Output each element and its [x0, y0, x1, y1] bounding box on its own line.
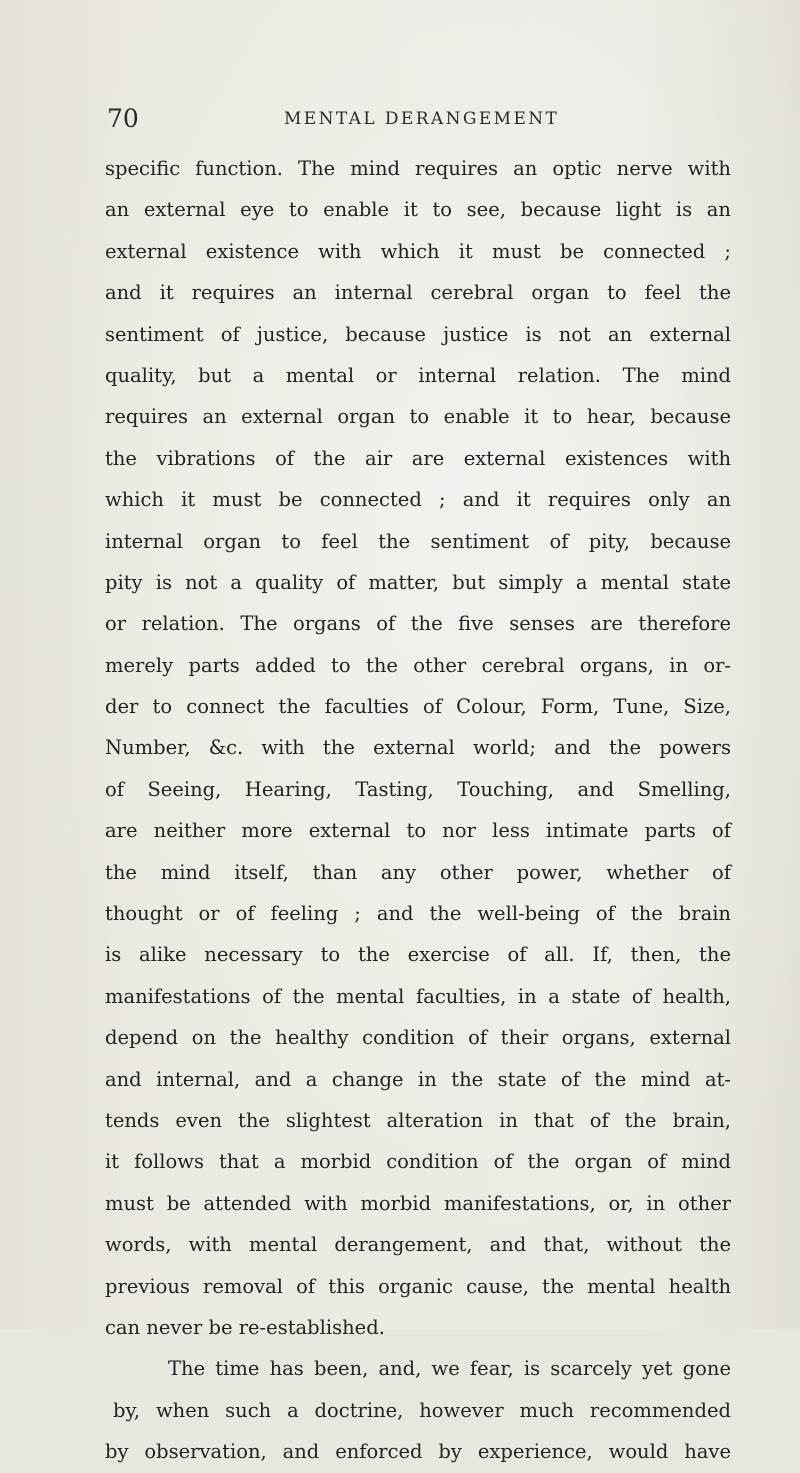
text-line: and internal, and a change in the state of the mind at-	[105, 1067, 731, 1091]
running-head	[107, 103, 727, 135]
text-line: must be attended with morbid manifestations, or, in other	[105, 1191, 731, 1215]
text-line: are neither more external to nor less intimate parts of	[105, 819, 731, 843]
running-title: MENTAL DERANGEMENT	[284, 109, 560, 129]
paragraph-1	[105, 148, 731, 1348]
page-number: 70	[107, 104, 139, 133]
text-line: sentiment of justice, because justice is not an external	[105, 322, 731, 346]
text-line: external existence with which it must be connected ;	[105, 239, 731, 263]
text-line: der to connect the faculties of Colour, Form, Tune, Size,	[105, 695, 731, 719]
text-line: by observation, and enforced by experience, would have	[105, 1440, 731, 1464]
text-line: by, when such a doctrine, however much recommended	[113, 1398, 731, 1422]
text-line: it follows that a morbid condition of the organ of mind	[105, 1150, 731, 1174]
text-line: is alike necessary to the exercise of all. If, then, the	[105, 943, 731, 967]
text-line: the mind itself, than any other power, whether of	[105, 860, 731, 884]
text-line: quality, but a mental or internal relation. The mind	[105, 363, 731, 387]
text-line: internal organ to feel the sentiment of pity, because	[105, 529, 731, 553]
body-text	[105, 148, 731, 1473]
text-line: Number, &c. with the external world; and the powers	[105, 736, 731, 760]
text-line: pity is not a quality of matter, but simply a mental state	[105, 570, 731, 594]
text-line: or relation. The organs of the five senses are therefore	[105, 612, 731, 636]
text-line: specific function. The mind requires an optic nerve with	[105, 157, 731, 180]
text-line: words, with mental derangement, and that, without the	[105, 1233, 731, 1257]
text-line: requires an external organ to enable it to hear, because	[105, 405, 731, 429]
text-line: thought or of feeling ; and the well-being of the brain	[105, 902, 731, 926]
paragraph-2	[105, 1348, 731, 1472]
text-line: previous removal of this organic cause, the mental health	[105, 1274, 731, 1298]
text-line: the vibrations of the air are external existences with	[105, 446, 731, 470]
text-line: and it requires an internal cerebral organ to feel the	[105, 281, 731, 305]
text-line: which it must be connected ; and it requires only an	[105, 488, 731, 512]
text-line: tends even the slightest alteration in that of the brain,	[105, 1108, 731, 1132]
text-line: The time has been, and, we fear, is scarcely yet gone	[168, 1357, 731, 1381]
text-line: merely parts added to the other cerebral organs, in or-	[105, 653, 731, 677]
text-line: can never be re-established.	[105, 1315, 385, 1339]
text-line: depend on the healthy condition of their organs, external	[105, 1026, 731, 1050]
text-line: of Seeing, Hearing, Tasting, Touching, and Smelling,	[105, 777, 731, 801]
text-line: manifestations of the mental faculties, in a state of health,	[105, 984, 731, 1008]
text-line: an external eye to enable it to see, because light is an	[105, 198, 731, 222]
